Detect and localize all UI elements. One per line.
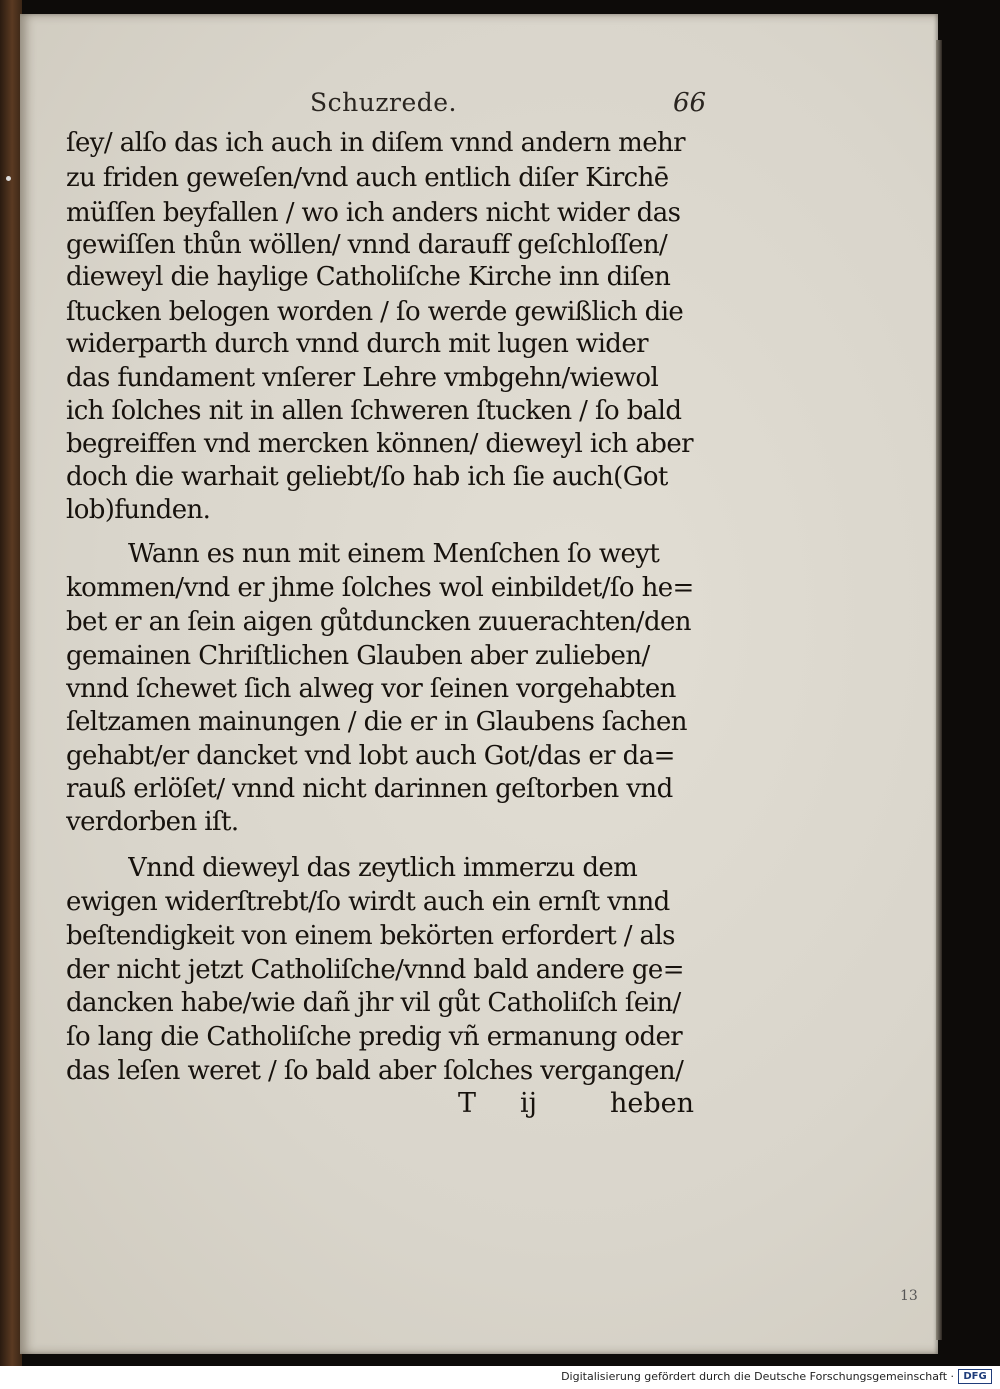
signature-mark: T — [458, 1088, 477, 1119]
text-line: vnnd ſchewet ſich alweg vor ſeinen vorgehabten — [66, 674, 676, 704]
text-line: der nicht jetzt Catholiſche/vnnd bald andere ge= — [66, 955, 684, 985]
text-line: gemainen Chriſtlichen Glauben aber zulieben/ — [66, 641, 650, 671]
text-line: ſtucken belogen worden / ſo werde gewißlich die — [66, 297, 684, 327]
dfg-logo: DFG — [958, 1369, 992, 1384]
text-line: müſſen beyfallen / wo ich anders nicht wider das — [66, 198, 681, 228]
text-line: lob)funden. — [66, 495, 211, 525]
text-line: ſeltzamen mainungen / die er in Glaubens ſachen — [66, 707, 687, 737]
footer-credit: Digitalisierung gefördert durch die Deutsche Forschungsgemeinschaft · — [561, 1370, 954, 1383]
signature-number: ij — [520, 1088, 538, 1119]
edge-mark — [6, 176, 11, 181]
catchword: heben — [610, 1088, 695, 1119]
text-line: rauß erlöſet/ vnnd nicht darinnen geſtorben vnd — [66, 774, 673, 804]
running-head: Schuzrede. — [310, 88, 457, 117]
text-line: widerparth durch vnnd durch mit lugen wider — [66, 329, 648, 359]
text-line: ich ſolches nit in allen ſchweren ſtucken / ſo bald — [66, 396, 682, 426]
text-line: das fundament vnſerer Lehre vmbgehn/wiewol — [66, 363, 659, 393]
text-line: doch die warhait geliebt/ſo hab ich ſie auch(Got — [66, 462, 668, 492]
page-edge — [936, 40, 942, 1340]
text-line: begreiffen vnd mercken können/ dieweyl ich aber — [66, 429, 693, 459]
page-number: 66 — [673, 88, 707, 118]
text-line: beſtendigkeit von einem bekörten erfordert / als — [66, 921, 675, 951]
book-spine — [0, 0, 22, 1366]
text-line: verdorben iſt. — [66, 807, 239, 837]
text-line: Wann es nun mit einem Menſchen ſo weyt — [128, 539, 660, 569]
text-line: ewigen widerſtrebt/ſo wirdt auch ein ernſt vnnd — [66, 887, 670, 917]
footer-bar — [0, 1366, 1000, 1389]
text-line: dieweyl die haylige Catholiſche Kirche inn diſen — [66, 262, 671, 292]
text-line: zu friden geweſen/vnd auch entlich diſer Kirchē — [66, 163, 669, 193]
text-line: gewiſſen thůn wöllen/ vnnd darauff geſchloſſen/ — [66, 230, 668, 260]
text-line: dancken habe/wie dañ jhr vil gůt Catholiſch ſein/ — [66, 988, 681, 1018]
text-line: das leſen weret / ſo bald aber ſolches vergangen/ — [66, 1056, 684, 1086]
text-line: bet er an ſein aigen gůtduncken zuuerachten/den — [66, 607, 691, 637]
text-line: gehabt/er dancket vnd lobt auch Got/das er da= — [66, 741, 675, 771]
text-line: Vnnd dieweyl das zeytlich immerzu dem — [128, 853, 638, 883]
text-line: kommen/vnd er jhme ſolches wol einbildet/ſo he= — [66, 573, 694, 603]
corner-mark: 13 — [900, 1288, 918, 1304]
text-line: ſey/ alſo das ich auch in diſem vnnd andern mehr — [66, 128, 685, 158]
text-line: ſo lang die Catholiſche predig vñ ermanung oder — [66, 1022, 683, 1052]
